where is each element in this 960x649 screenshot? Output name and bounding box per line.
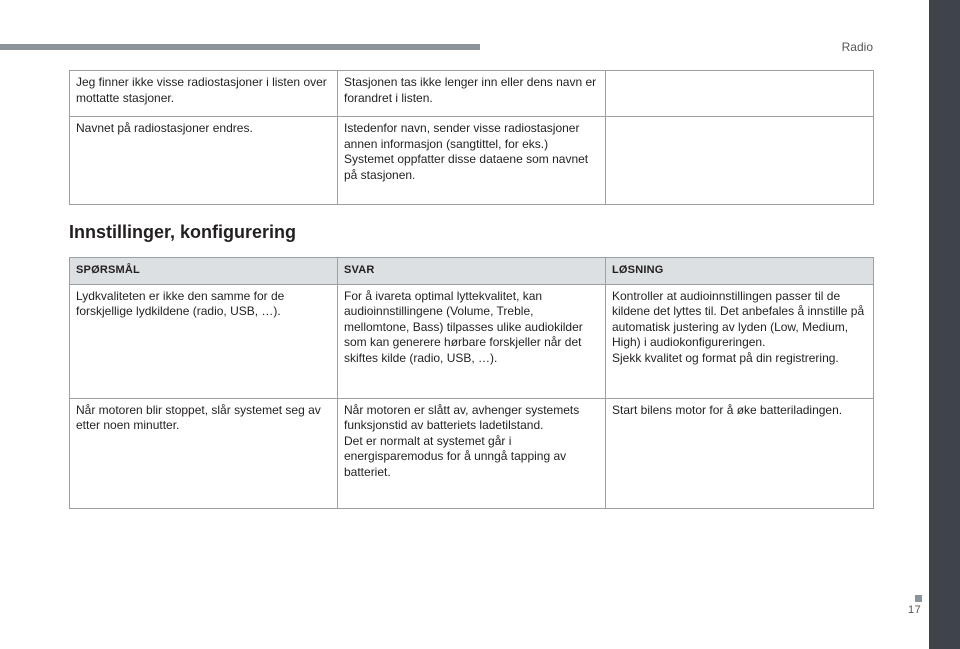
answer-text: Stasjonen tas ikke lenger inn eller dens navn er forandret i listen.: [344, 75, 597, 105]
answer-text: Systemet oppfatter disse dataene som navnet på stasjonen.: [344, 152, 589, 182]
question-cell: Når motoren blir stoppet, slår systemet seg av etter noen minutter.: [70, 398, 338, 508]
table-row: [70, 398, 874, 508]
answer-cell: [338, 284, 606, 398]
question-cell: Navnet på radiostasjoner endres.: [70, 117, 338, 205]
solution-text: Sjekk kvalitet og format på din registrering.: [612, 350, 839, 365]
table-row: [70, 117, 874, 205]
page-number: 17: [908, 604, 922, 616]
table-header-row: [70, 258, 874, 285]
page-marker: [915, 595, 922, 602]
answer-cell: [338, 398, 606, 508]
question-cell: Jeg finner ikke visse radiostasjoner i listen over mottatte stasjoner.: [70, 71, 338, 117]
column-header-answer: SVAR: [338, 258, 606, 285]
solution-cell: [606, 71, 874, 117]
troubleshooting-table-continued: [69, 70, 874, 205]
solution-text: Kontroller at audioinnstillingen passer til de kildene det lyttes til. Det anbefales å innstille på automatisk justering av lyden (Low, Medium, High) i audiokonfigureringen.: [612, 288, 865, 349]
question-cell: Lydkvaliteten er ikke den samme for de forskjellige lydkildene (radio, USB, …).: [70, 284, 338, 398]
answer-text: For å ivareta optimal lyttekvalitet, kan audioinnstillingene (Volume, Treble, mellomtone, Bass) tilpasses ulike audiokilder som kan generere hørbare forskjeller når det skiftes kilde (radio, USB, …).: [344, 288, 583, 365]
table-row: [70, 71, 874, 117]
solution-cell: [606, 284, 874, 398]
answer-cell: [338, 71, 606, 117]
section-label: Radio: [841, 40, 873, 54]
answer-text: Det er normalt at systemet går i energisparemodus for å unngå tapping av batteriet.: [344, 433, 567, 479]
solution-cell: [606, 117, 874, 205]
settings-troubleshooting-table: [69, 257, 874, 509]
solution-cell: [606, 398, 874, 508]
column-header-question: SPØRSMÅL: [70, 258, 338, 285]
answer-text: Istedenfor navn, sender visse radiostasjoner annen informasjon (sangtittel, for eks.): [344, 121, 580, 151]
table-row: [70, 284, 874, 398]
header-rule: [0, 44, 480, 50]
column-header-solution: LØSNING: [606, 258, 874, 285]
answer-text: Når motoren er slått av, avhenger systemets funksjonstid av batteriets ladetilstand.: [344, 402, 580, 432]
page-edge-strip: [929, 0, 960, 649]
solution-text: Start bilens motor for å øke batteriladingen.: [612, 402, 843, 417]
section-heading: Innstillinger, konfigurering: [69, 222, 297, 242]
answer-cell: [338, 117, 606, 205]
